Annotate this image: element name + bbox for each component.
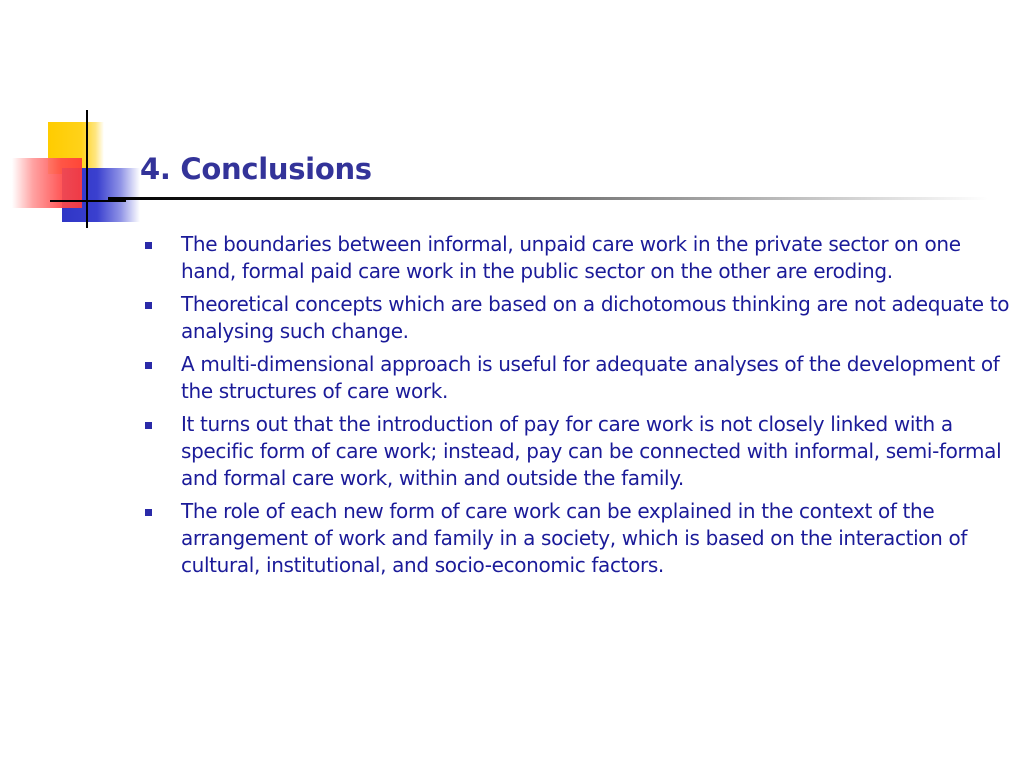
bullet-list (140, 231, 1010, 585)
title-underline (108, 197, 988, 200)
bullet-item (140, 411, 1010, 492)
logo-vertical-line (86, 110, 88, 228)
bullet-text: It turns out that the introduction of pay for care work is not closely linked with a specific form of care work; instead, pay can be connected with informal, semi-formal and formal care work, within and outside the family. (181, 412, 1002, 490)
square-bullet-icon (145, 302, 152, 309)
square-bullet-icon (145, 242, 152, 249)
bullet-text: The boundaries between informal, unpaid care work in the private sector on one hand, formal paid care work in the public sector on the other are eroding. (181, 232, 961, 283)
square-bullet-icon (145, 362, 152, 369)
square-bullet-icon (145, 422, 152, 429)
bullet-item (140, 351, 1010, 405)
logo-horizontal-line (50, 200, 126, 202)
bullet-item (140, 231, 1010, 285)
bullet-text: The role of each new form of care work can be explained in the context of the arrangement of work and family in a society, which is based on the interaction of cultural, institutional, and socio-economic factors. (181, 499, 968, 577)
corner-logo-graphic (0, 100, 140, 240)
square-bullet-icon (145, 509, 152, 516)
bullet-item (140, 498, 1010, 579)
bullet-text: A multi-dimensional approach is useful for adequate analyses of the development of the structures of care work. (181, 352, 1000, 403)
bullet-item (140, 291, 1010, 345)
slide-title: 4. Conclusions (140, 152, 372, 186)
bullet-text: Theoretical concepts which are based on a dichotomous thinking are not adequate to analysing such change. (181, 292, 1010, 343)
